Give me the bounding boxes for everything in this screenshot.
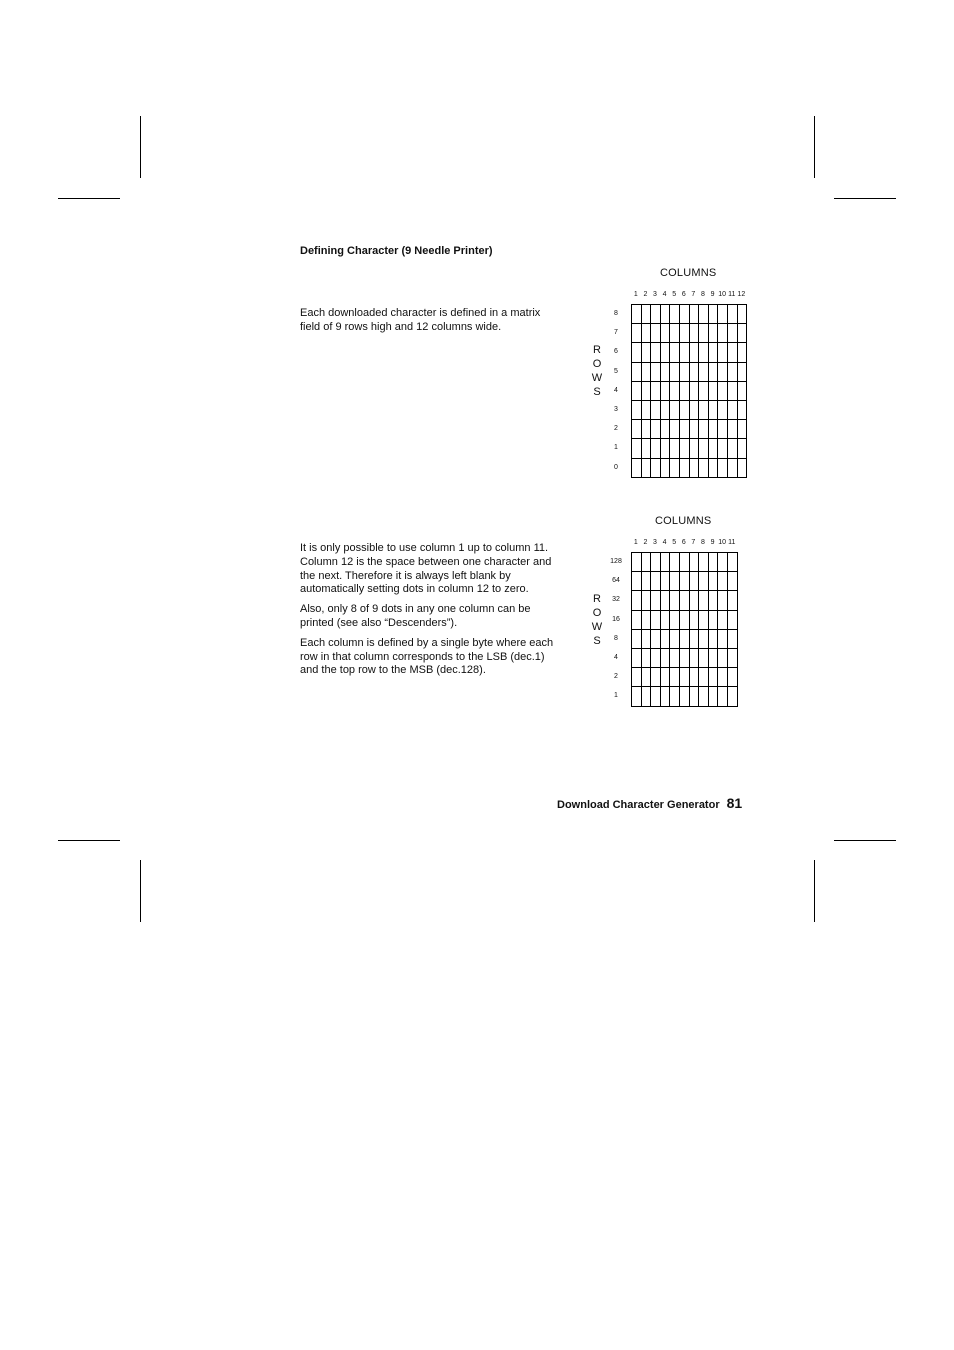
crop-mark <box>814 860 815 922</box>
matrix-cell <box>709 439 719 458</box>
matrix-cell <box>709 591 719 610</box>
matrix-cell <box>680 459 690 478</box>
matrix-cell <box>642 572 652 591</box>
matrix-cell <box>651 363 661 382</box>
matrix-cell <box>718 649 728 668</box>
matrix-description <box>300 307 562 341</box>
matrix-cell <box>661 459 671 478</box>
matrix-cell <box>709 572 719 591</box>
matrix-cell <box>642 687 652 706</box>
matrix-cell <box>709 420 719 439</box>
matrix-cell <box>632 687 642 706</box>
rows-label-letter: S <box>593 635 601 647</box>
matrix-cell <box>718 630 728 649</box>
rows-label <box>591 592 603 648</box>
matrix-cell <box>699 572 709 591</box>
matrix-cell <box>690 420 700 439</box>
matrix-cell <box>709 611 719 630</box>
paragraph: Also, only 8 of 9 dots in any one column can be printed (see also “Descenders”). <box>300 603 531 629</box>
matrix-cell <box>670 459 680 478</box>
crop-mark <box>140 116 141 178</box>
matrix-cell <box>680 382 690 401</box>
matrix-cell <box>642 305 652 324</box>
column-number: 6 <box>681 539 686 546</box>
matrix-cell <box>728 572 738 591</box>
column-number: 11 <box>728 291 736 298</box>
matrix-cell <box>632 382 642 401</box>
matrix-cell <box>699 611 709 630</box>
matrix-cell <box>661 363 671 382</box>
matrix-cell <box>680 305 690 324</box>
columns-label: COLUMNS <box>655 515 712 527</box>
matrix-cell <box>690 611 700 630</box>
row-number: 2 <box>614 425 618 433</box>
matrix-cell <box>632 439 642 458</box>
row-number: 5 <box>614 367 618 375</box>
matrix-cell <box>642 439 652 458</box>
matrix-cell <box>661 439 671 458</box>
matrix-cell <box>709 649 719 668</box>
matrix-cell <box>690 324 700 343</box>
matrix-cell <box>699 553 709 572</box>
row-number: 7 <box>614 329 618 337</box>
matrix-cell <box>670 591 680 610</box>
column-number: 3 <box>653 291 657 298</box>
matrix-cell <box>680 324 690 343</box>
matrix-cell <box>738 439 748 458</box>
matrix-cell <box>680 439 690 458</box>
matrix-cell <box>718 382 728 401</box>
matrix-cell <box>699 401 709 420</box>
matrix-cell <box>632 591 642 610</box>
matrix-cell <box>632 459 642 478</box>
column-number: 12 <box>737 291 746 298</box>
matrix-cell <box>680 553 690 572</box>
column-number: 4 <box>662 539 667 546</box>
matrix-cell <box>670 687 680 706</box>
column-number: 8 <box>701 539 705 546</box>
column-number: 9 <box>710 291 715 298</box>
matrix-cell <box>728 553 738 572</box>
matrix-cell <box>709 363 719 382</box>
row-number: 0 <box>614 463 618 471</box>
matrix-cell <box>651 591 661 610</box>
matrix-cell <box>699 649 709 668</box>
matrix-cell <box>699 363 709 382</box>
matrix-cell <box>670 439 680 458</box>
matrix-cell <box>680 591 690 610</box>
crop-mark <box>58 198 120 199</box>
matrix-cell <box>699 420 709 439</box>
matrix-cell <box>651 553 661 572</box>
matrix-cell <box>728 363 738 382</box>
matrix-cell <box>690 630 700 649</box>
matrix-cell <box>690 382 700 401</box>
matrix-cell <box>728 439 738 458</box>
column-number: 10 <box>718 291 727 298</box>
matrix-cell <box>718 553 728 572</box>
matrix-cell <box>651 324 661 343</box>
matrix-cell <box>651 611 661 630</box>
footer-title: Download Character Generator <box>557 799 720 811</box>
matrix-cell <box>738 382 748 401</box>
matrix-cell <box>642 591 652 610</box>
matrix-cell <box>728 382 738 401</box>
matrix-cell <box>670 553 680 572</box>
matrix-cell <box>728 649 738 668</box>
matrix-cell <box>632 401 642 420</box>
matrix-cell <box>642 459 652 478</box>
crop-mark <box>834 840 896 841</box>
matrix-cell <box>699 459 709 478</box>
matrix-cell <box>709 630 719 649</box>
matrix-cell <box>632 668 642 687</box>
column-number: 3 <box>653 539 657 546</box>
matrix-cell <box>651 401 661 420</box>
matrix-cell <box>690 343 700 362</box>
matrix-cell <box>670 343 680 362</box>
matrix-cell <box>709 668 719 687</box>
column-number: 7 <box>691 291 696 298</box>
matrix-cell <box>718 668 728 687</box>
matrix-cell <box>699 687 709 706</box>
columns-label: COLUMNS <box>660 267 717 279</box>
row-numbers <box>609 304 623 477</box>
row-number: 3 <box>614 405 618 413</box>
matrix-cell <box>651 572 661 591</box>
matrix-cell <box>728 591 738 610</box>
matrix-cell <box>651 343 661 362</box>
matrix-cell <box>699 591 709 610</box>
matrix-cell <box>699 343 709 362</box>
matrix-cell <box>728 668 738 687</box>
matrix-cell <box>680 649 690 668</box>
matrix-cell <box>699 668 709 687</box>
matrix-cell <box>670 324 680 343</box>
matrix-cell <box>718 401 728 420</box>
matrix-cell <box>632 611 642 630</box>
column-number: 9 <box>710 539 715 546</box>
matrix-cell <box>718 324 728 343</box>
row-number: 8 <box>614 634 618 642</box>
matrix-cell <box>718 343 728 362</box>
matrix-cell <box>699 382 709 401</box>
matrix-cell <box>651 687 661 706</box>
matrix-cell <box>680 401 690 420</box>
matrix-cell <box>690 649 700 668</box>
matrix-cell <box>670 305 680 324</box>
row-number: 64 <box>612 577 620 585</box>
matrix-cell <box>690 459 700 478</box>
matrix-cell <box>661 630 671 649</box>
matrix-cell <box>728 401 738 420</box>
matrix-cell <box>632 649 642 668</box>
matrix-cell <box>709 459 719 478</box>
matrix-cell <box>651 668 661 687</box>
matrix-cell <box>661 343 671 362</box>
row-number: 128 <box>610 558 622 565</box>
matrix-cell <box>670 611 680 630</box>
matrix-cell <box>680 611 690 630</box>
column-usage-description <box>300 542 562 684</box>
matrix-cell <box>690 687 700 706</box>
matrix-cell <box>670 668 680 687</box>
row-numbers <box>607 552 625 706</box>
column-number: 1 <box>633 291 638 298</box>
column-number: 7 <box>691 539 696 546</box>
rows-label-letter: O <box>592 607 602 619</box>
matrix-cell <box>690 439 700 458</box>
matrix-cell <box>642 324 652 343</box>
row-number: 4 <box>614 653 618 661</box>
matrix-cell <box>642 668 652 687</box>
matrix-cell <box>642 630 652 649</box>
matrix-cell <box>738 459 748 478</box>
matrix-cell <box>738 363 748 382</box>
matrix-cell <box>680 572 690 591</box>
matrix-cell <box>718 439 728 458</box>
matrix-cell <box>632 305 642 324</box>
matrix-cell <box>709 687 719 706</box>
matrix-cell <box>718 363 728 382</box>
matrix-cell <box>632 553 642 572</box>
matrix-cell <box>728 687 738 706</box>
matrix-cell <box>632 343 642 362</box>
matrix-cell <box>661 611 671 630</box>
column-number: 6 <box>681 291 686 298</box>
matrix-cell <box>661 553 671 572</box>
matrix-cell <box>709 401 719 420</box>
matrix-cell <box>661 649 671 668</box>
matrix-cell <box>738 420 748 439</box>
column-number: 4 <box>662 291 667 298</box>
matrix-cell <box>642 420 652 439</box>
matrix-cell <box>632 420 642 439</box>
row-number: 32 <box>612 596 620 604</box>
matrix-cell <box>632 324 642 343</box>
matrix-cell <box>661 668 671 687</box>
rows-label-letter: O <box>592 358 602 370</box>
column-number: 2 <box>643 539 648 546</box>
matrix-cell <box>632 363 642 382</box>
matrix-cell <box>738 324 748 343</box>
rows-label-letter: W <box>591 621 603 633</box>
matrix-cell <box>718 687 728 706</box>
matrix-cell <box>728 630 738 649</box>
matrix-cell <box>699 324 709 343</box>
matrix-cell <box>709 324 719 343</box>
matrix-cell <box>642 401 652 420</box>
matrix-cell <box>699 630 709 649</box>
matrix-cell <box>651 420 661 439</box>
matrix-cell <box>738 343 748 362</box>
crop-mark <box>140 860 141 922</box>
row-number: 4 <box>614 386 618 394</box>
row-number: 8 <box>614 310 618 317</box>
matrix-cell <box>690 572 700 591</box>
matrix-cell <box>642 611 652 630</box>
column-number: 1 <box>633 539 638 546</box>
matrix-cell <box>709 305 719 324</box>
crop-mark <box>814 116 815 178</box>
matrix-cell <box>690 553 700 572</box>
rows-label-letter: R <box>593 593 601 605</box>
matrix-cell <box>738 305 748 324</box>
matrix-cell <box>670 420 680 439</box>
matrix-cell <box>728 343 738 362</box>
matrix-cell <box>661 420 671 439</box>
matrix-cell <box>718 305 728 324</box>
matrix-cell <box>690 305 700 324</box>
matrix-cell <box>651 382 661 401</box>
matrix-cell <box>690 401 700 420</box>
matrix-cell <box>680 687 690 706</box>
matrix-cell <box>670 401 680 420</box>
matrix-cell <box>680 363 690 382</box>
matrix-cell <box>651 439 661 458</box>
page-footer <box>557 795 742 811</box>
rows-label-letter: W <box>591 372 603 384</box>
paragraph: It is only possible to use column 1 up to column 11. Column 12 is the space between one character and the next. Therefore it is always left blank by automatically setting dots in column 12 to zero. <box>300 542 552 596</box>
paragraph: Each column is defined by a single byte where each row in that column corresponds to the LSB (dec.1) and the top row to the MSB (dec.128). <box>300 636 554 677</box>
matrix-cell <box>642 382 652 401</box>
matrix-cell <box>680 630 690 649</box>
matrix-cell <box>699 305 709 324</box>
crop-mark <box>834 198 896 199</box>
matrix-cell <box>651 305 661 324</box>
matrix-cell <box>718 611 728 630</box>
row-number: 2 <box>614 673 618 681</box>
matrix-cell <box>718 572 728 591</box>
paragraph: Each downloaded character is defined in a matrix field of 9 rows high and 12 columns wide. <box>300 307 541 333</box>
row-number: 16 <box>612 615 620 623</box>
matrix-cell <box>661 572 671 591</box>
matrix-cell <box>632 630 642 649</box>
matrix-cell <box>651 649 661 668</box>
matrix-cell <box>728 324 738 343</box>
page-number: 81 <box>726 795 743 811</box>
column-number: 2 <box>643 291 648 298</box>
section-title: Defining Character (9 Needle Printer) <box>300 245 493 257</box>
matrix-cell <box>738 401 748 420</box>
matrix-cell <box>690 668 700 687</box>
matrix-cell <box>661 382 671 401</box>
column-number: 11 <box>728 539 736 546</box>
matrix-cell <box>642 363 652 382</box>
column-number: 5 <box>672 291 677 298</box>
matrix-cell <box>661 324 671 343</box>
matrix-cell <box>642 649 652 668</box>
column-number: 5 <box>672 539 677 546</box>
matrix-cell <box>690 591 700 610</box>
column-numbers <box>631 291 746 298</box>
matrix-cell <box>680 343 690 362</box>
matrix-cell <box>680 420 690 439</box>
column-number: 10 <box>718 539 727 546</box>
rows-label <box>591 343 603 399</box>
matrix-cell <box>661 687 671 706</box>
matrix-cell <box>670 363 680 382</box>
matrix-cell <box>680 668 690 687</box>
matrix-cell <box>661 591 671 610</box>
row-number: 1 <box>614 692 618 700</box>
rows-label-letter: R <box>593 344 601 356</box>
rows-label-letter: S <box>593 386 601 398</box>
matrix-cell <box>651 630 661 649</box>
matrix-cell <box>718 591 728 610</box>
matrix-cell <box>718 459 728 478</box>
matrix-cell <box>661 305 671 324</box>
matrix-cell <box>709 382 719 401</box>
matrix-cell <box>728 305 738 324</box>
matrix-cell <box>699 439 709 458</box>
column-numbers <box>631 539 737 546</box>
column-number: 8 <box>701 291 705 298</box>
matrix-cell <box>728 459 738 478</box>
matrix-cell <box>642 343 652 362</box>
matrix-cell <box>718 420 728 439</box>
matrix-cell <box>728 611 738 630</box>
matrix-cell <box>651 459 661 478</box>
matrix-cell <box>728 420 738 439</box>
row-number: 1 <box>614 444 618 452</box>
matrix-cell <box>670 572 680 591</box>
matrix-cell <box>690 363 700 382</box>
matrix-cell <box>661 401 671 420</box>
matrix-cell <box>709 343 719 362</box>
matrix-cell <box>670 649 680 668</box>
matrix-cell <box>709 553 719 572</box>
crop-mark <box>58 840 120 841</box>
matrix-cell <box>632 572 642 591</box>
matrix-cell <box>670 630 680 649</box>
row-number: 6 <box>614 348 618 356</box>
matrix-cell <box>642 553 652 572</box>
dot-matrix-grid <box>631 552 738 707</box>
matrix-cell <box>670 382 680 401</box>
dot-matrix-grid <box>631 304 747 478</box>
